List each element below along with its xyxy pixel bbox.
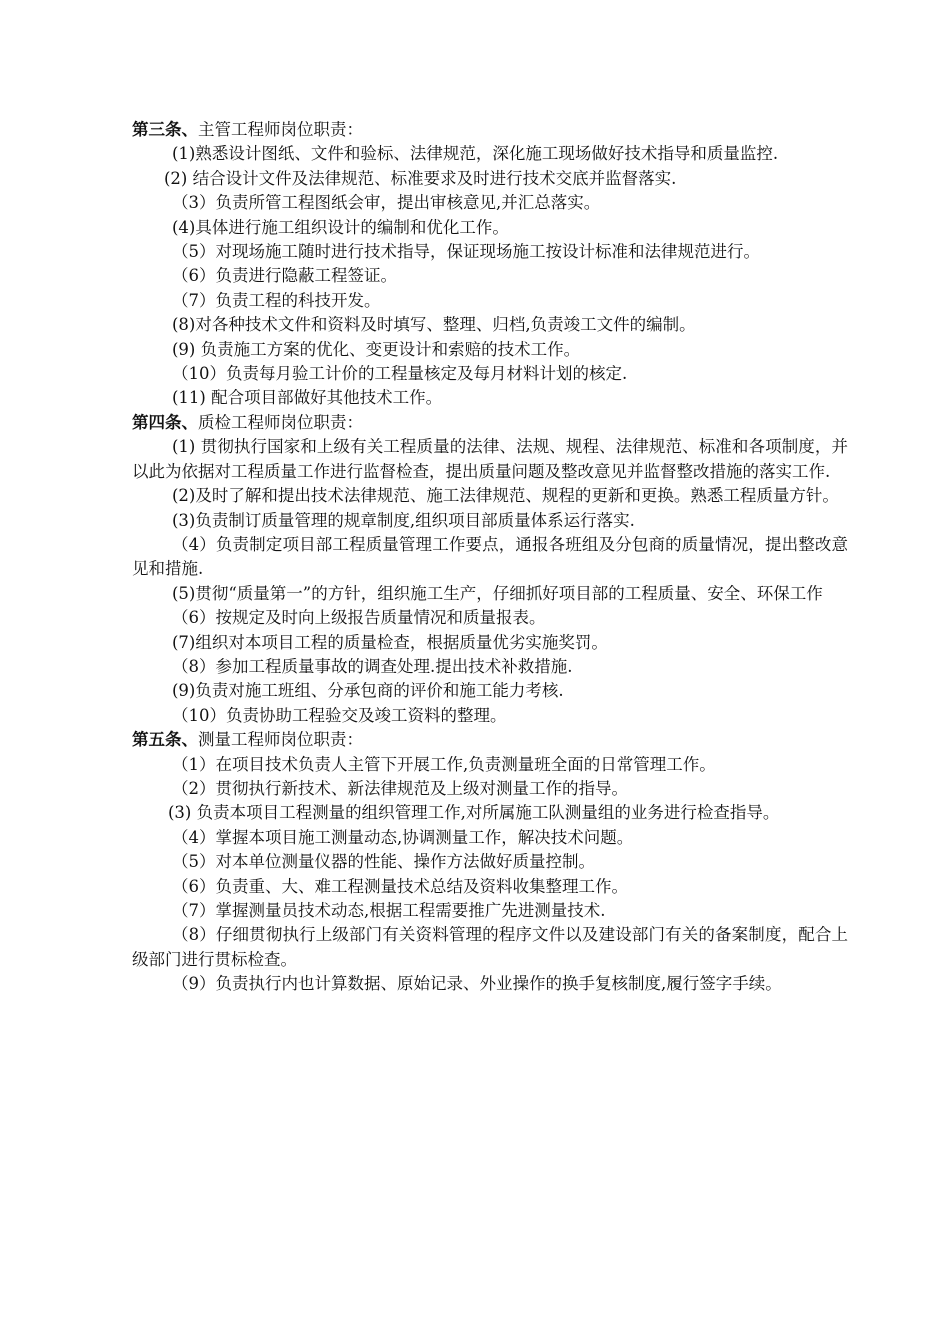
list-item: (4)具体进行施工组织设计的编制和优化工作。 [172, 217, 509, 237]
article-title: 主管工程师岗位职责： [198, 120, 363, 139]
list-item: （7）负责工程的科技开发。 [172, 290, 381, 310]
list-item: （5）对本单位测量仪器的性能、操作方法做好质量控制。 [172, 852, 595, 872]
list-item: (7)组织对本项目工程的质量检查，根据质量优劣实施奖罚。 [172, 632, 608, 652]
list-item: (11) 配合项目部做好其他技术工作。 [172, 388, 443, 408]
article-number: 第四条、 [132, 412, 198, 432]
list-item: （7）掌握测量员技术动态,根据工程需要推广先进测量技术. [172, 901, 606, 920]
document-page [132, 118, 848, 997]
section-heading [132, 118, 848, 142]
article-number: 第三条、 [132, 120, 198, 139]
list-item: （8）参加工程质量事故的调查处理.提出技术补救措施. [172, 656, 573, 676]
list-item: (3)负责制订质量管理的规章制度,组织项目部质量体系运行落实. [172, 510, 635, 530]
article-title: 测量工程师岗位职责： [198, 730, 363, 750]
list-item: (5)贯彻“质量第一”的方针，组织施工生产，仔细抓好项目部的工程质量、安全、环保工作 [172, 583, 823, 603]
list-item: （3）负责所管工程图纸会审，提出审核意见,并汇总落实。 [172, 193, 601, 213]
list-item: (1) 贯彻执行国家和上级有关工程质量的法律、法规、规程、法律规范、标准和各项制度，并以此为依据对工程质量工作进行监督检查，提出质量问题及整改意见并监督整改措施的落实工作. [132, 437, 848, 481]
list-item: (9) 负责施工方案的优化、变更设计和索赔的技术工作。 [172, 339, 581, 359]
section-article-3 [132, 118, 848, 411]
list-item: （4）掌握本项目施工测量动态,协调测量工作，解决技术问题。 [172, 827, 634, 847]
list-item: (8)对各种技术文件和资料及时填写、整理、归档,负责竣工文件的编制。 [172, 315, 696, 335]
list-item: (9)负责对施工班组、分承包商的评价和施工能力考核. [172, 681, 564, 701]
list-item: （6）按规定及时向上级报告质量情况和质量报表。 [172, 608, 546, 628]
list-item: （5）对现场施工随时进行技术指导，保证现场施工按设计标准和法律规范进行。 [172, 242, 760, 262]
list-item: （10）负责每月验工计价的工程量核定及每月材料计划的核定. [172, 364, 628, 384]
section-heading [132, 728, 848, 752]
section-heading [132, 411, 848, 435]
list-item: (2) 结合设计文件及法律规范、标准要求及时进行技术交底并监督落实. [164, 168, 677, 188]
list-item: (2)及时了解和提出技术法律规范、施工法律规范、规程的更新和更换。熟悉工程质量方针。 [172, 486, 839, 506]
section-article-4 [132, 411, 848, 728]
list-item: （4）负责制定项目部工程质量管理工作要点，通报各班组及分包商的质量情况，提出整改意见和措施. [132, 534, 848, 579]
list-item: （6）负责进行隐蔽工程签证。 [172, 266, 397, 286]
list-item: （6）负责重、大、难工程测量技术总结及资料收集整理工作。 [172, 876, 628, 896]
section-article-5 [132, 728, 848, 996]
list-item: （10）负责协助工程验交及竣工资料的整理。 [172, 705, 507, 725]
article-number: 第五条、 [132, 730, 198, 750]
list-item: (1)熟悉设计图纸、文件和验标、法律规范，深化施工现场做好技术指导和质量监控. [172, 144, 779, 164]
list-item: （8）仔细贯彻执行上级部门有关资料管理的程序文件以及建设部门有关的备案制度，配合上级部门进行贯标检查。 [132, 925, 848, 969]
article-title: 质检工程师岗位职责： [198, 412, 363, 432]
list-item: （9）负责执行内也计算数据、原始记录、外业操作的换手复核制度,履行签字手续。 [172, 974, 782, 994]
list-item: （1）在项目技术负责人主管下开展工作,负责测量班全面的日常管理工作。 [172, 754, 716, 774]
list-item: （2）贯彻执行新技术、新法律规范及上级对测量工作的指导。 [172, 778, 628, 798]
list-item: (3) 负责本项目工程测量的组织管理工作,对所属施工队测量组的业务进行检查指导。 [168, 803, 780, 823]
